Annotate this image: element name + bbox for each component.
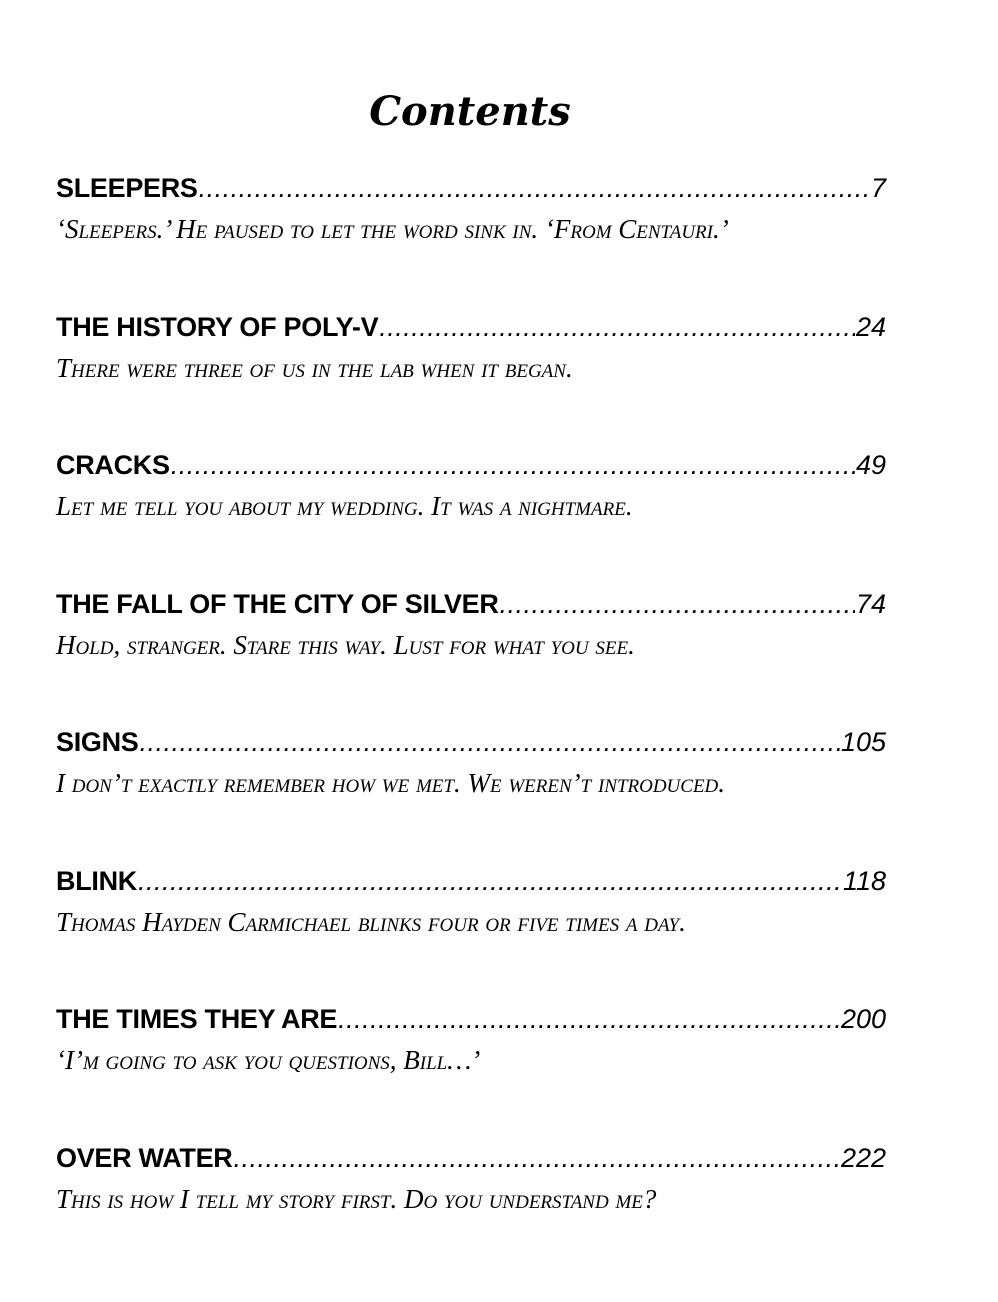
entry-description: I don’t exactly remember how we met. We weren’t introduced. (56, 768, 726, 798)
entry-description: Hold, stranger. Stare this way. Lust for what you see. (56, 629, 635, 660)
entry-page-number: 105 (840, 727, 886, 757)
toc-entry-line (56, 1140, 886, 1176)
entry-description: Thomas Hayden Carmichael blinks four or five times a day. (56, 906, 686, 937)
dot-leader (199, 170, 870, 206)
entry-title: CRACKS (56, 450, 170, 480)
entry-page-number: 118 (842, 865, 886, 896)
entry-description: ‘Sleepers.’ He paused to let the word sink in. ‘From Centauri.’ (56, 214, 729, 244)
toc-entry (56, 1001, 886, 1140)
entry-description: This is how I tell my story first. Do you understand me? (56, 1183, 657, 1214)
toc-entry (56, 447, 886, 586)
entry-description: There were three of us in the lab when it began. (56, 352, 573, 383)
table-of-contents (56, 170, 886, 1278)
toc-entry (56, 586, 886, 725)
page-title: Contents (369, 87, 571, 135)
toc-entry (56, 309, 886, 448)
entry-title: SIGNS (56, 727, 139, 757)
toc-entry (56, 170, 886, 309)
entry-title: OVER WATER (56, 1142, 233, 1173)
toc-entry (56, 1140, 886, 1279)
entry-page-number: 74 (855, 588, 886, 619)
dot-leader (338, 1001, 840, 1037)
entry-title: SLEEPERS (56, 173, 198, 203)
toc-entry-line (56, 170, 886, 206)
entry-page-number: 7 (870, 173, 886, 203)
entry-page-number: 49 (855, 450, 886, 480)
toc-entry (56, 724, 886, 863)
toc-entry-line (56, 447, 886, 483)
entry-page-number: 24 (855, 311, 886, 342)
dot-leader (379, 309, 855, 345)
entry-title: THE FALL OF THE CITY OF SILVER (56, 588, 499, 619)
entry-description: Let me tell you about my wedding. It was a nightmare. (56, 491, 633, 521)
toc-entry-line (56, 586, 886, 622)
dot-leader (140, 724, 840, 760)
dot-leader (171, 447, 855, 483)
entry-title: THE HISTORY OF POLY-V (56, 311, 379, 342)
entry-page-number: 200 (840, 1004, 886, 1034)
dot-leader (138, 863, 842, 899)
toc-entry-line (56, 1001, 886, 1037)
toc-entry (56, 863, 886, 1002)
dot-leader (234, 1140, 840, 1176)
toc-entry-line (56, 309, 886, 345)
entry-title: THE TIMES THEY ARE (56, 1004, 338, 1034)
entry-description: ‘I’m going to ask you questions, Bill…’ (56, 1045, 481, 1075)
dot-leader (500, 586, 855, 622)
entry-page-number: 222 (840, 1142, 886, 1173)
toc-entry-line (56, 863, 886, 899)
entry-title: BLINK (56, 865, 137, 896)
toc-entry-line (56, 724, 886, 760)
